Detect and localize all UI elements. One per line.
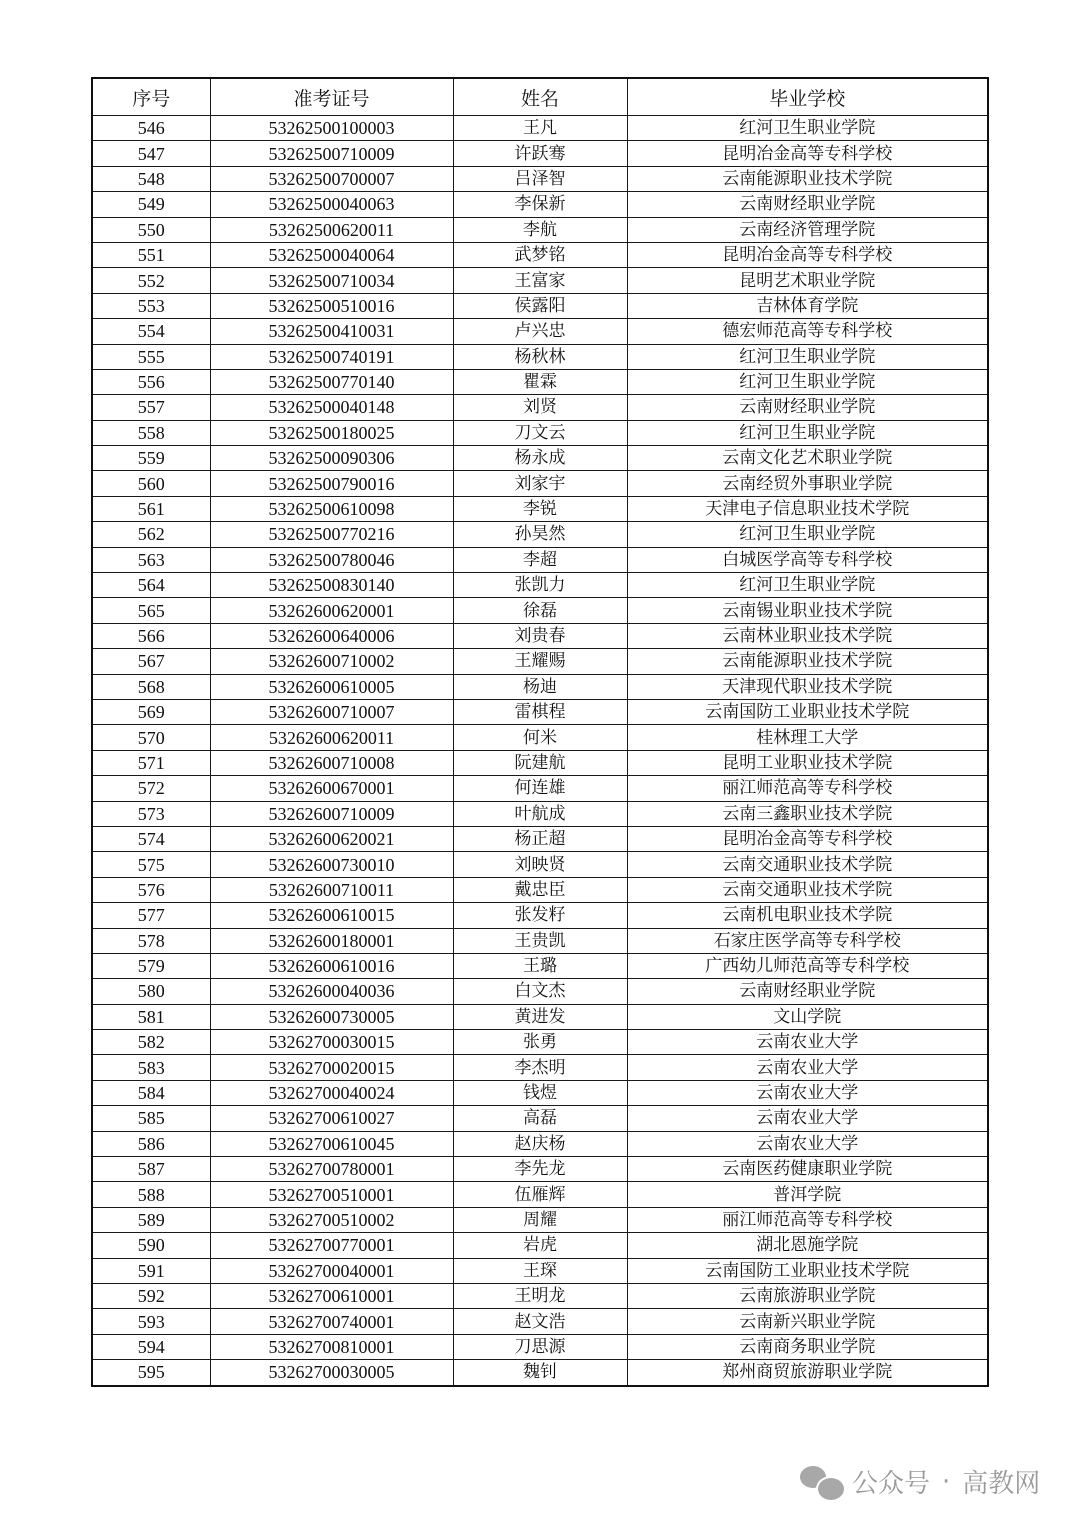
- cell-name: 岩虎: [453, 1233, 627, 1258]
- admission-list-sheet: [91, 77, 987, 1387]
- table-row: [92, 192, 988, 217]
- cell-serial: 577: [92, 903, 210, 928]
- cell-name: 王琛: [453, 1258, 627, 1283]
- cell-name: 侯露阳: [453, 293, 627, 318]
- cell-school: 天津现代职业技术学院: [627, 674, 988, 699]
- cell-school: 昆明冶金高等专科学校: [627, 141, 988, 166]
- table-row: [92, 877, 988, 902]
- cell-school: 天津电子信息职业技术学院: [627, 496, 988, 521]
- table-row: [92, 166, 988, 191]
- cell-serial: 569: [92, 699, 210, 724]
- cell-exam-id: 53262600610005: [210, 674, 453, 699]
- cell-school: 普洱学院: [627, 1182, 988, 1207]
- cell-exam-id: 53262500710034: [210, 268, 453, 293]
- header-exam-id: 准考证号: [210, 78, 453, 116]
- cell-exam-id: 53262600730005: [210, 1004, 453, 1029]
- cell-name: 王凡: [453, 116, 627, 141]
- cell-exam-id: 53262700740001: [210, 1309, 453, 1334]
- cell-exam-id: 53262700030005: [210, 1360, 453, 1386]
- cell-school: 红河卫生职业学院: [627, 420, 988, 445]
- cell-name: 钱煜: [453, 1080, 627, 1105]
- watermark-account: 高教网: [962, 1469, 1041, 1499]
- table-row: [92, 598, 988, 623]
- cell-school: 吉林体育学院: [627, 293, 988, 318]
- cell-exam-id: 53262700610001: [210, 1283, 453, 1308]
- cell-name: 雷棋程: [453, 699, 627, 724]
- cell-serial: 574: [92, 826, 210, 851]
- table-row: [92, 1131, 988, 1156]
- cell-school: 云南财经职业学院: [627, 192, 988, 217]
- cell-serial: 588: [92, 1182, 210, 1207]
- cell-exam-id: 53262600640006: [210, 623, 453, 648]
- table-row: [92, 776, 988, 801]
- table-row: [92, 395, 988, 420]
- cell-name: 杨正超: [453, 826, 627, 851]
- cell-name: 周耀: [453, 1207, 627, 1232]
- cell-name: 王富家: [453, 268, 627, 293]
- cell-name: 刘贵春: [453, 623, 627, 648]
- watermark: [800, 1463, 1040, 1500]
- cell-name: 张勇: [453, 1030, 627, 1055]
- table-row: [92, 369, 988, 394]
- cell-exam-id: 53262500040063: [210, 192, 453, 217]
- cell-exam-id: 53262600620021: [210, 826, 453, 851]
- table-row: [92, 242, 988, 267]
- cell-serial: 553: [92, 293, 210, 318]
- cell-exam-id: 53262600610016: [210, 953, 453, 978]
- cell-name: 赵文浩: [453, 1309, 627, 1334]
- cell-exam-id: 53262700770001: [210, 1233, 453, 1258]
- table-row: [92, 1055, 988, 1080]
- cell-exam-id: 53262500180025: [210, 420, 453, 445]
- cell-serial: 580: [92, 979, 210, 1004]
- cell-exam-id: 53262500770140: [210, 369, 453, 394]
- table-row: [92, 1106, 988, 1131]
- table-row: [92, 725, 988, 750]
- cell-school: 云南农业大学: [627, 1055, 988, 1080]
- cell-exam-id: 53262500090306: [210, 446, 453, 471]
- cell-school: 云南国防工业职业技术学院: [627, 1258, 988, 1283]
- cell-school: 红河卫生职业学院: [627, 369, 988, 394]
- cell-serial: 564: [92, 573, 210, 598]
- cell-school: 云南能源职业技术学院: [627, 649, 988, 674]
- cell-school: 红河卫生职业学院: [627, 522, 988, 547]
- cell-name: 李杰明: [453, 1055, 627, 1080]
- table-row: [92, 116, 988, 141]
- table-row: [92, 293, 988, 318]
- table-row: [92, 1207, 988, 1232]
- cell-serial: 565: [92, 598, 210, 623]
- cell-name: 瞿霖: [453, 369, 627, 394]
- cell-exam-id: 53262500710009: [210, 141, 453, 166]
- cell-serial: 552: [92, 268, 210, 293]
- cell-school: 红河卫生职业学院: [627, 573, 988, 598]
- cell-exam-id: 53262600710008: [210, 750, 453, 775]
- cell-serial: 549: [92, 192, 210, 217]
- cell-name: 杨永成: [453, 446, 627, 471]
- watermark-separator: ·: [942, 1466, 951, 1497]
- cell-name: 赵庆杨: [453, 1131, 627, 1156]
- cell-serial: 594: [92, 1334, 210, 1359]
- cell-serial: 568: [92, 674, 210, 699]
- cell-serial: 593: [92, 1309, 210, 1334]
- cell-school: 丽江师范高等专科学校: [627, 1207, 988, 1232]
- cell-serial: 567: [92, 649, 210, 674]
- cell-name: 许跃骞: [453, 141, 627, 166]
- cell-name: 杨秋林: [453, 344, 627, 369]
- cell-serial: 581: [92, 1004, 210, 1029]
- cell-serial: 590: [92, 1233, 210, 1258]
- cell-name: 戴忠臣: [453, 877, 627, 902]
- table-row: [92, 319, 988, 344]
- cell-exam-id: 53262700610045: [210, 1131, 453, 1156]
- cell-serial: 550: [92, 217, 210, 242]
- cell-school: 昆明冶金高等专科学校: [627, 242, 988, 267]
- cell-school: 云南财经职业学院: [627, 395, 988, 420]
- table-row: [92, 699, 988, 724]
- table-row: [92, 268, 988, 293]
- table-row: [92, 420, 988, 445]
- cell-exam-id: 53262500040148: [210, 395, 453, 420]
- cell-school: 桂林理工大学: [627, 725, 988, 750]
- table-row: [92, 750, 988, 775]
- cell-name: 王璐: [453, 953, 627, 978]
- cell-school: 湖北恩施学院: [627, 1233, 988, 1258]
- cell-name: 阮建航: [453, 750, 627, 775]
- cell-serial: 573: [92, 801, 210, 826]
- cell-exam-id: 53262500770216: [210, 522, 453, 547]
- cell-name: 魏钊: [453, 1360, 627, 1386]
- cell-name: 李超: [453, 547, 627, 572]
- cell-school: 德宏师范高等专科学校: [627, 319, 988, 344]
- cell-school: 云南机电职业技术学院: [627, 903, 988, 928]
- cell-name: 张凯力: [453, 573, 627, 598]
- cell-school: 昆明冶金高等专科学校: [627, 826, 988, 851]
- table-row: [92, 1258, 988, 1283]
- cell-name: 李锐: [453, 496, 627, 521]
- cell-exam-id: 53262500620011: [210, 217, 453, 242]
- cell-exam-id: 53262500610098: [210, 496, 453, 521]
- cell-school: 云南经济管理学院: [627, 217, 988, 242]
- cell-exam-id: 53262600040036: [210, 979, 453, 1004]
- table-row: [92, 1030, 988, 1055]
- cell-serial: 589: [92, 1207, 210, 1232]
- cell-exam-id: 53262500830140: [210, 573, 453, 598]
- cell-school: 云南三鑫职业技术学院: [627, 801, 988, 826]
- cell-name: 何连雄: [453, 776, 627, 801]
- cell-exam-id: 53262600180001: [210, 928, 453, 953]
- cell-name: 刘家宇: [453, 471, 627, 496]
- cell-exam-id: 53262700020015: [210, 1055, 453, 1080]
- table-row: [92, 1233, 988, 1258]
- cell-serial: 562: [92, 522, 210, 547]
- cell-exam-id: 53262500780046: [210, 547, 453, 572]
- cell-serial: 571: [92, 750, 210, 775]
- cell-school: 丽江师范高等专科学校: [627, 776, 988, 801]
- cell-exam-id: 53262500040064: [210, 242, 453, 267]
- cell-exam-id: 53262500740191: [210, 344, 453, 369]
- cell-school: 红河卫生职业学院: [627, 116, 988, 141]
- cell-exam-id: 53262700810001: [210, 1334, 453, 1359]
- cell-exam-id: 53262500790016: [210, 471, 453, 496]
- cell-exam-id: 53262600710011: [210, 877, 453, 902]
- cell-serial: 563: [92, 547, 210, 572]
- cell-exam-id: 53262700040001: [210, 1258, 453, 1283]
- cell-exam-id: 53262600610015: [210, 903, 453, 928]
- cell-serial: 561: [92, 496, 210, 521]
- table-row: [92, 852, 988, 877]
- cell-exam-id: 53262700510002: [210, 1207, 453, 1232]
- table-row: [92, 801, 988, 826]
- header-serial: 序号: [92, 78, 210, 116]
- cell-serial: 557: [92, 395, 210, 420]
- cell-serial: 558: [92, 420, 210, 445]
- cell-school: 石家庄医学高等专科学校: [627, 928, 988, 953]
- cell-name: 卢兴忠: [453, 319, 627, 344]
- cell-school: 昆明艺术职业学院: [627, 268, 988, 293]
- cell-exam-id: 53262500700007: [210, 166, 453, 191]
- table-row: [92, 928, 988, 953]
- cell-serial: 554: [92, 319, 210, 344]
- cell-name: 刀文云: [453, 420, 627, 445]
- cell-school: 文山学院: [627, 1004, 988, 1029]
- cell-name: 伍雁辉: [453, 1182, 627, 1207]
- cell-school: 昆明工业职业技术学院: [627, 750, 988, 775]
- cell-school: 云南新兴职业学院: [627, 1309, 988, 1334]
- cell-serial: 586: [92, 1131, 210, 1156]
- cell-exam-id: 53262600710009: [210, 801, 453, 826]
- wechat-icon: [800, 1464, 844, 1500]
- table-row: [92, 496, 988, 521]
- table-row: [92, 1309, 988, 1334]
- cell-serial: 548: [92, 166, 210, 191]
- cell-school: 云南医药健康职业学院: [627, 1157, 988, 1182]
- cell-serial: 587: [92, 1157, 210, 1182]
- watermark-label: 公众号: [852, 1469, 931, 1499]
- cell-name: 李先龙: [453, 1157, 627, 1182]
- table-header-row: [92, 78, 988, 116]
- cell-school: 红河卫生职业学院: [627, 344, 988, 369]
- table-row: [92, 979, 988, 1004]
- cell-school: 云南农业大学: [627, 1080, 988, 1105]
- cell-serial: 570: [92, 725, 210, 750]
- cell-serial: 575: [92, 852, 210, 877]
- cell-name: 李保新: [453, 192, 627, 217]
- cell-school: 云南财经职业学院: [627, 979, 988, 1004]
- cell-name: 高磊: [453, 1106, 627, 1131]
- cell-serial: 578: [92, 928, 210, 953]
- cell-serial: 582: [92, 1030, 210, 1055]
- table-row: [92, 1157, 988, 1182]
- table-row: [92, 623, 988, 648]
- cell-school: 云南交通职业技术学院: [627, 877, 988, 902]
- cell-school: 云南文化艺术职业学院: [627, 446, 988, 471]
- cell-serial: 591: [92, 1258, 210, 1283]
- cell-school: 云南锡业职业技术学院: [627, 598, 988, 623]
- cell-school: 云南商务职业学院: [627, 1334, 988, 1359]
- table-row: [92, 903, 988, 928]
- cell-name: 张发籽: [453, 903, 627, 928]
- cell-serial: 566: [92, 623, 210, 648]
- cell-name: 王明龙: [453, 1283, 627, 1308]
- cell-name: 白文杰: [453, 979, 627, 1004]
- cell-serial: 559: [92, 446, 210, 471]
- cell-exam-id: 53262600710002: [210, 649, 453, 674]
- cell-school: 云南旅游职业学院: [627, 1283, 988, 1308]
- table-row: [92, 471, 988, 496]
- cell-serial: 579: [92, 953, 210, 978]
- table-row: [92, 217, 988, 242]
- table-row: [92, 446, 988, 471]
- cell-school: 云南农业大学: [627, 1131, 988, 1156]
- cell-exam-id: 53262500510016: [210, 293, 453, 318]
- table-row: [92, 1182, 988, 1207]
- cell-name: 武梦铭: [453, 242, 627, 267]
- cell-name: 吕泽智: [453, 166, 627, 191]
- cell-name: 黄进发: [453, 1004, 627, 1029]
- cell-name: 叶航成: [453, 801, 627, 826]
- cell-exam-id: 53262700030015: [210, 1030, 453, 1055]
- cell-exam-id: 53262500410031: [210, 319, 453, 344]
- cell-school: 郑州商贸旅游职业学院: [627, 1360, 988, 1386]
- cell-name: 孙昊然: [453, 522, 627, 547]
- table-row: [92, 953, 988, 978]
- table-row: [92, 1004, 988, 1029]
- cell-exam-id: 53262700780001: [210, 1157, 453, 1182]
- cell-serial: 576: [92, 877, 210, 902]
- table-row: [92, 1080, 988, 1105]
- cell-name: 徐磊: [453, 598, 627, 623]
- cell-name: 刘映贤: [453, 852, 627, 877]
- cell-serial: 551: [92, 242, 210, 267]
- table-row: [92, 547, 988, 572]
- cell-exam-id: 53262600620001: [210, 598, 453, 623]
- cell-serial: 584: [92, 1080, 210, 1105]
- cell-serial: 595: [92, 1360, 210, 1386]
- cell-serial: 555: [92, 344, 210, 369]
- cell-serial: 592: [92, 1283, 210, 1308]
- cell-serial: 547: [92, 141, 210, 166]
- table-row: [92, 573, 988, 598]
- cell-school: 云南国防工业职业技术学院: [627, 699, 988, 724]
- cell-name: 王耀赐: [453, 649, 627, 674]
- header-name: 姓名: [453, 78, 627, 116]
- cell-exam-id: 53262500100003: [210, 116, 453, 141]
- cell-school: 云南农业大学: [627, 1030, 988, 1055]
- cell-school: 云南能源职业技术学院: [627, 166, 988, 191]
- cell-name: 何米: [453, 725, 627, 750]
- admission-table: [91, 77, 989, 1387]
- cell-exam-id: 53262600710007: [210, 699, 453, 724]
- table-row: [92, 1283, 988, 1308]
- table-body: [92, 116, 988, 1386]
- cell-serial: 556: [92, 369, 210, 394]
- cell-school: 云南林业职业技术学院: [627, 623, 988, 648]
- header-school: 毕业学校: [627, 78, 988, 116]
- cell-name: 刀思源: [453, 1334, 627, 1359]
- cell-name: 王贵凯: [453, 928, 627, 953]
- cell-name: 刘贤: [453, 395, 627, 420]
- cell-serial: 583: [92, 1055, 210, 1080]
- table-row: [92, 1334, 988, 1359]
- cell-exam-id: 53262600670001: [210, 776, 453, 801]
- cell-serial: 572: [92, 776, 210, 801]
- table-row: [92, 522, 988, 547]
- cell-school: 云南经贸外事职业学院: [627, 471, 988, 496]
- table-row: [92, 1360, 988, 1386]
- cell-exam-id: 53262700510001: [210, 1182, 453, 1207]
- cell-school: 白城医学高等专科学校: [627, 547, 988, 572]
- cell-serial: 546: [92, 116, 210, 141]
- cell-serial: 560: [92, 471, 210, 496]
- cell-school: 云南农业大学: [627, 1106, 988, 1131]
- table-row: [92, 141, 988, 166]
- cell-school: 广西幼儿师范高等专科学校: [627, 953, 988, 978]
- table-row: [92, 344, 988, 369]
- table-row: [92, 674, 988, 699]
- cell-name: 杨迪: [453, 674, 627, 699]
- cell-exam-id: 53262600620011: [210, 725, 453, 750]
- cell-school: 云南交通职业技术学院: [627, 852, 988, 877]
- cell-serial: 585: [92, 1106, 210, 1131]
- cell-exam-id: 53262600730010: [210, 852, 453, 877]
- cell-name: 李航: [453, 217, 627, 242]
- cell-exam-id: 53262700610027: [210, 1106, 453, 1131]
- cell-exam-id: 53262700040024: [210, 1080, 453, 1105]
- table-row: [92, 826, 988, 851]
- table-row: [92, 649, 988, 674]
